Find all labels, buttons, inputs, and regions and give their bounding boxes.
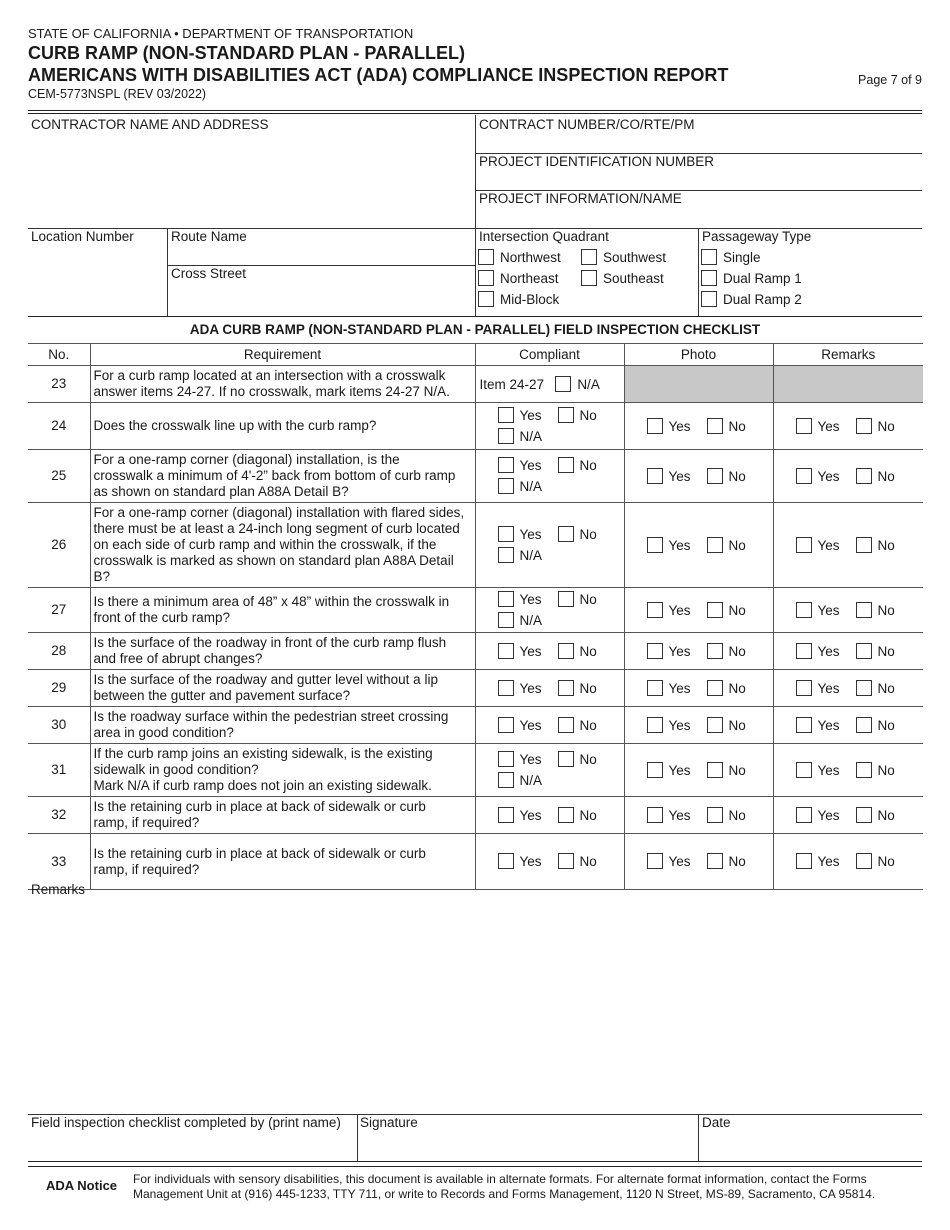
photo-cell: [624, 450, 773, 503]
photo-yes[interactable]: Yes: [647, 537, 707, 554]
requirement-text: For a one-ramp corner (diagonal) installation with flared sides, there must be at least a 24-inch long segment of curb located on each side of curb ramp and within the crosswalk, if the crosswalk is marked as shown on standard plan A88A Detail B?: [90, 503, 475, 588]
photo-no[interactable]: No: [707, 762, 746, 779]
item-number: 25: [28, 450, 90, 503]
no-checkbox[interactable]: [558, 643, 574, 659]
remarks-no[interactable]: No: [856, 807, 895, 824]
compliant-yes[interactable]: Yes: [498, 591, 558, 608]
yes-checkbox[interactable]: [796, 418, 812, 434]
contract-number-field[interactable]: CONTRACT NUMBER/CO/RTE/PM: [479, 117, 695, 132]
passageway-single[interactable]: Single: [701, 249, 761, 265]
photo-yes[interactable]: Yes: [647, 853, 707, 870]
table-row: [28, 503, 923, 588]
na-checkbox[interactable]: [498, 428, 514, 444]
remarks-yes[interactable]: Yes: [796, 853, 856, 870]
remarks-no[interactable]: No: [856, 717, 895, 734]
remarks-cell: [773, 633, 923, 670]
yes-checkbox[interactable]: [647, 762, 663, 778]
item-number: 27: [28, 588, 90, 633]
photo-no[interactable]: No: [707, 643, 746, 660]
compliant-cell: Item 24-27 N/A: [475, 366, 624, 403]
yes-checkbox[interactable]: [796, 717, 812, 733]
checkbox[interactable]: [478, 291, 494, 307]
photo-cell: [624, 403, 773, 450]
no-checkbox[interactable]: [856, 537, 872, 553]
remarks-area[interactable]: [28, 900, 922, 1110]
photo-no[interactable]: No: [707, 717, 746, 734]
photo-yes[interactable]: Yes: [647, 762, 707, 779]
compliant-cell: [475, 450, 624, 503]
checkbox[interactable]: [701, 270, 717, 286]
requirement-text: Is the retaining curb in place at back of sidewalk or curb ramp, if required?: [90, 834, 475, 890]
yes-checkbox[interactable]: [647, 418, 663, 434]
photo-no[interactable]: No: [707, 680, 746, 697]
remarks-no[interactable]: No: [856, 418, 895, 435]
photo-yes[interactable]: Yes: [647, 643, 707, 660]
project-info-field[interactable]: PROJECT INFORMATION/NAME: [479, 191, 682, 206]
remarks-yes[interactable]: Yes: [796, 602, 856, 619]
compliant-no[interactable]: No: [558, 526, 597, 543]
yes-checkbox[interactable]: [647, 807, 663, 823]
compliant-no[interactable]: No: [558, 407, 597, 424]
compliant-no[interactable]: No: [558, 717, 597, 734]
yes-checkbox[interactable]: [647, 468, 663, 484]
requirement-text: If the curb ramp joins an existing sidewalk, is the existing sidewalk in good condition? Mark N/A if curb ramp does not join an existing sidewalk.: [90, 744, 475, 797]
no-checkbox[interactable]: [856, 468, 872, 484]
no-checkbox[interactable]: [856, 643, 872, 659]
table-row: [28, 797, 923, 834]
item-number: 30: [28, 707, 90, 744]
requirement-text: For a one-ramp corner (diagonal) installation, is the crosswalk a minimum of 4'-2” back from bottom of curb ramp as shown on standard plan A88A Detail B?: [90, 450, 475, 503]
ada-notice: [28, 1166, 922, 1201]
compliant-cell: [475, 588, 624, 633]
compliant-cell: [475, 670, 624, 707]
no-checkbox[interactable]: [707, 537, 723, 553]
table-row: [28, 834, 923, 890]
form-number: CEM-5773NSPL (REV 03/2022): [28, 87, 207, 101]
yes-checkbox[interactable]: [796, 602, 812, 618]
photo-cell: [624, 797, 773, 834]
no-checkbox[interactable]: [558, 717, 574, 733]
yes-checkbox[interactable]: [647, 537, 663, 553]
remarks-no[interactable]: No: [856, 468, 895, 485]
no-checkbox[interactable]: [856, 717, 872, 733]
remarks-cell: [773, 744, 923, 797]
na-checkbox[interactable]: [555, 376, 571, 392]
remarks-cell-disabled: [773, 366, 923, 403]
item-number: 32: [28, 797, 90, 834]
photo-no[interactable]: No: [707, 807, 746, 824]
compliant-yes[interactable]: Yes: [498, 457, 558, 474]
compliant-yes[interactable]: Yes: [498, 526, 558, 543]
compliant-yes[interactable]: Yes: [498, 717, 558, 734]
photo-cell: [624, 834, 773, 890]
yes-checkbox[interactable]: [647, 643, 663, 659]
header-rule: [28, 110, 922, 114]
compliant-cell: [475, 633, 624, 670]
compliant-na[interactable]: N/A: [498, 612, 624, 629]
remarks-no[interactable]: No: [856, 602, 895, 619]
remarks-yes[interactable]: Yes: [796, 680, 856, 697]
no-checkbox[interactable]: [707, 807, 723, 823]
na-checkbox[interactable]: [498, 772, 514, 788]
no-checkbox[interactable]: [707, 853, 723, 869]
yes-checkbox[interactable]: [498, 807, 514, 823]
yes-checkbox[interactable]: [498, 591, 514, 607]
agency-line: STATE OF CALIFORNIA • DEPARTMENT OF TRANSPORTATION: [28, 26, 414, 41]
table-row: [28, 670, 923, 707]
compliant-no[interactable]: No: [558, 643, 597, 660]
no-checkbox[interactable]: [856, 853, 872, 869]
photo-no[interactable]: No: [707, 418, 746, 435]
no-checkbox[interactable]: [558, 853, 574, 869]
requirement-text: Is the retaining curb in place at back of sidewalk or curb ramp, if required?: [90, 797, 475, 834]
compliant-na[interactable]: N/A: [498, 547, 624, 564]
yes-checkbox[interactable]: [647, 717, 663, 733]
col-header-photo: Photo: [624, 344, 773, 366]
completed-by-field[interactable]: Field inspection checklist completed by (print name): [31, 1115, 341, 1130]
item-number: 26: [28, 503, 90, 588]
remarks-yes[interactable]: Yes: [796, 807, 856, 824]
remarks-cell: [773, 588, 923, 633]
page-number: Page 7 of 9: [858, 73, 922, 87]
table-row: [28, 588, 923, 633]
no-checkbox[interactable]: [558, 526, 574, 542]
compliant-no[interactable]: No: [558, 751, 597, 768]
checkbox[interactable]: [581, 270, 597, 286]
remarks-no[interactable]: No: [856, 853, 895, 870]
checkbox[interactable]: [581, 249, 597, 265]
item-range-na[interactable]: N/A: [555, 377, 600, 392]
route-name-field[interactable]: Route Name: [171, 229, 247, 244]
remarks-label: Remarks: [31, 882, 86, 897]
remarks-cell: [773, 670, 923, 707]
cross-street-field[interactable]: Cross Street: [171, 266, 247, 281]
no-checkbox[interactable]: [856, 680, 872, 696]
contractor-name-field[interactable]: CONTRACTOR NAME AND ADDRESS: [31, 117, 269, 132]
item-number: 31: [28, 744, 90, 797]
checkbox[interactable]: [701, 249, 717, 265]
quadrant-northeast[interactable]: Northeast: [478, 270, 559, 286]
remarks-yes[interactable]: Yes: [796, 643, 856, 660]
no-checkbox[interactable]: [558, 457, 574, 473]
yes-checkbox[interactable]: [796, 680, 812, 696]
yes-checkbox[interactable]: [498, 407, 514, 423]
compliant-na[interactable]: N/A: [498, 772, 624, 789]
compliant-yes[interactable]: Yes: [498, 407, 558, 424]
date-field[interactable]: Date: [702, 1115, 731, 1130]
item-number: 33: [28, 834, 90, 890]
remarks-cell: [773, 797, 923, 834]
remarks-cell: [773, 450, 923, 503]
form-title-line1: CURB RAMP (NON-STANDARD PLAN - PARALLEL): [28, 43, 465, 63]
no-checkbox[interactable]: [856, 762, 872, 778]
yes-checkbox[interactable]: [796, 762, 812, 778]
no-checkbox[interactable]: [707, 717, 723, 733]
remarks-cell: [773, 834, 923, 890]
remarks-no[interactable]: No: [856, 643, 895, 660]
remarks-yes[interactable]: Yes: [796, 468, 856, 485]
compliant-na[interactable]: N/A: [498, 428, 624, 445]
project-id-field[interactable]: PROJECT IDENTIFICATION NUMBER: [479, 154, 715, 169]
na-checkbox[interactable]: [498, 612, 514, 628]
table-row: [28, 403, 923, 450]
photo-yes[interactable]: Yes: [647, 680, 707, 697]
compliant-no[interactable]: No: [558, 807, 597, 824]
yes-checkbox[interactable]: [796, 853, 812, 869]
requirement-text: For a curb ramp located at an intersection with a crosswalk answer items 24-27. If no crosswalk, mark items 24-27 N/A.: [90, 366, 475, 403]
passageway-dual-ramp-1[interactable]: Dual Ramp 1: [701, 270, 802, 286]
compliant-no[interactable]: No: [558, 591, 597, 608]
remarks-no[interactable]: No: [856, 537, 895, 554]
item-number: 23: [28, 366, 90, 403]
requirement-text: Is the roadway surface within the pedestrian street crossing area in good condition?: [90, 707, 475, 744]
remarks-yes[interactable]: Yes: [796, 717, 856, 734]
compliant-cell: [475, 707, 624, 744]
ada-notice-text: For individuals with sensory disabilities, this document is available in alternate formats. For alternate format information, contact the Forms Management Unit at (916) 445-1233, TTY 711, or write to Records and Forms Management, 1120 N Street, MS-89, Sacramento, CA 95814.: [133, 1172, 876, 1201]
photo-yes[interactable]: Yes: [647, 468, 707, 485]
yes-checkbox[interactable]: [498, 457, 514, 473]
yes-checkbox[interactable]: [498, 643, 514, 659]
compliant-yes[interactable]: Yes: [498, 680, 558, 697]
photo-cell: [624, 588, 773, 633]
form-header: [28, 26, 923, 102]
photo-cell: [624, 707, 773, 744]
no-checkbox[interactable]: [856, 807, 872, 823]
yes-checkbox[interactable]: [498, 526, 514, 542]
yes-checkbox[interactable]: [796, 643, 812, 659]
requirement-text: Is there a minimum area of 48” x 48” within the crosswalk in front of the curb ramp?: [90, 588, 475, 633]
col-header-requirement: Requirement: [90, 344, 475, 366]
compliant-na[interactable]: N/A: [498, 478, 624, 495]
remarks-no[interactable]: No: [856, 680, 895, 697]
yes-checkbox[interactable]: [498, 717, 514, 733]
location-number-field[interactable]: Location Number: [31, 229, 134, 244]
no-checkbox[interactable]: [707, 643, 723, 659]
checkbox[interactable]: [701, 291, 717, 307]
photo-cell-disabled: [624, 366, 773, 403]
remarks-cell: [773, 707, 923, 744]
requirement-text: Is the surface of the roadway and gutter level without a lip between the gutter and pavement surface?: [90, 670, 475, 707]
photo-no[interactable]: No: [707, 468, 746, 485]
no-checkbox[interactable]: [558, 751, 574, 767]
passageway-label: Passageway Type: [702, 229, 812, 244]
photo-no[interactable]: No: [707, 602, 746, 619]
yes-checkbox[interactable]: [647, 602, 663, 618]
compliant-yes[interactable]: Yes: [498, 751, 558, 768]
na-checkbox[interactable]: [498, 547, 514, 563]
photo-cell: [624, 503, 773, 588]
photo-no[interactable]: No: [707, 853, 746, 870]
no-checkbox[interactable]: [707, 418, 723, 434]
table-row: [28, 744, 923, 797]
compliant-yes[interactable]: Yes: [498, 853, 558, 870]
quadrant-southwest[interactable]: Southwest: [581, 249, 666, 265]
compliant-yes[interactable]: Yes: [498, 643, 558, 660]
no-checkbox[interactable]: [707, 602, 723, 618]
compliant-cell: [475, 834, 624, 890]
no-checkbox[interactable]: [558, 680, 574, 696]
na-checkbox[interactable]: [498, 478, 514, 494]
compliant-cell: [475, 744, 624, 797]
compliant-no[interactable]: No: [558, 853, 597, 870]
item-number: 24: [28, 403, 90, 450]
requirement-text: Does the crosswalk line up with the curb ramp?: [90, 403, 475, 450]
yes-checkbox[interactable]: [647, 680, 663, 696]
quadrant-southeast[interactable]: Southeast: [581, 270, 664, 286]
photo-yes[interactable]: Yes: [647, 602, 707, 619]
yes-checkbox[interactable]: [796, 468, 812, 484]
item-number: 29: [28, 670, 90, 707]
photo-cell: [624, 744, 773, 797]
no-checkbox[interactable]: [856, 418, 872, 434]
requirement-text: Is the surface of the roadway in front of the curb ramp flush and free of abrupt changes?: [90, 633, 475, 670]
checkbox[interactable]: [478, 270, 494, 286]
photo-cell: [624, 670, 773, 707]
compliant-yes[interactable]: Yes: [498, 807, 558, 824]
yes-checkbox[interactable]: [796, 537, 812, 553]
ada-notice-label: ADA Notice: [46, 1178, 118, 1193]
table-header-row: [28, 344, 923, 366]
no-checkbox[interactable]: [558, 591, 574, 607]
no-checkbox[interactable]: [558, 807, 574, 823]
yes-checkbox[interactable]: [498, 853, 514, 869]
table-row: [28, 707, 923, 744]
checklist-body: [28, 366, 923, 890]
compliant-cell: [475, 403, 624, 450]
compliant-no[interactable]: No: [558, 457, 597, 474]
quadrant-northwest[interactable]: Northwest: [478, 249, 561, 265]
passageway-dual-ramp-2[interactable]: Dual Ramp 2: [701, 291, 802, 307]
quadrant-label: Intersection Quadrant: [479, 229, 609, 244]
no-checkbox[interactable]: [856, 602, 872, 618]
inspection-checklist-table: [28, 343, 923, 890]
col-header-no: No.: [28, 344, 90, 366]
remarks-yes[interactable]: Yes: [796, 537, 856, 554]
yes-checkbox[interactable]: [498, 680, 514, 696]
yes-checkbox[interactable]: [796, 807, 812, 823]
yes-checkbox[interactable]: [498, 751, 514, 767]
form-title-line2: AMERICANS WITH DISABILITIES ACT (ADA) COMPLIANCE INSPECTION REPORT: [28, 65, 729, 85]
remarks-yes[interactable]: Yes: [796, 762, 856, 779]
checkbox[interactable]: [478, 249, 494, 265]
col-header-compliant: Compliant: [475, 344, 624, 366]
table-row: [28, 633, 923, 670]
compliant-cell: [475, 503, 624, 588]
table-row: [28, 450, 923, 503]
photo-no[interactable]: No: [707, 537, 746, 554]
remarks-no[interactable]: No: [856, 762, 895, 779]
col-header-remarks: Remarks: [773, 344, 923, 366]
photo-yes[interactable]: Yes: [647, 807, 707, 824]
compliant-no[interactable]: No: [558, 680, 597, 697]
remarks-cell: [773, 503, 923, 588]
compliant-cell: [475, 797, 624, 834]
remarks-yes[interactable]: Yes: [796, 418, 856, 435]
checklist-title: ADA CURB RAMP (NON-STANDARD PLAN - PARALLEL) FIELD INSPECTION CHECKLIST: [189, 322, 761, 337]
no-checkbox[interactable]: [558, 407, 574, 423]
photo-cell: [624, 633, 773, 670]
no-checkbox[interactable]: [707, 468, 723, 484]
photo-yes[interactable]: Yes: [647, 418, 707, 435]
quadrant-mid-block[interactable]: Mid-Block: [478, 291, 559, 307]
item-number: 28: [28, 633, 90, 670]
yes-checkbox[interactable]: [647, 853, 663, 869]
photo-yes[interactable]: Yes: [647, 717, 707, 734]
no-checkbox[interactable]: [707, 680, 723, 696]
signature-field[interactable]: Signature: [360, 1115, 418, 1130]
no-checkbox[interactable]: [707, 762, 723, 778]
table-row: [28, 366, 923, 403]
remarks-cell: [773, 403, 923, 450]
